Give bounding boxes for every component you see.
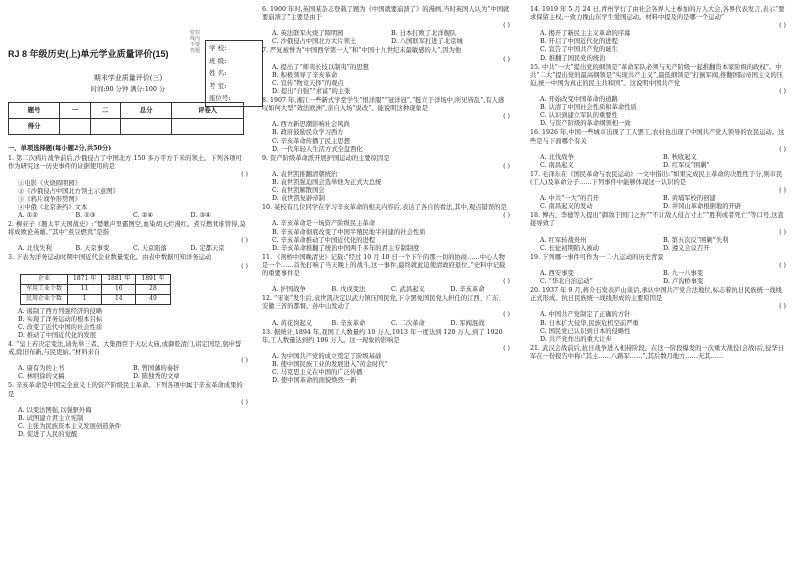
answer-option[interactable]: C. 主张为民族资本主义发展创造条件 [18, 422, 122, 430]
page-title: RJ 8 年级历史(上)单元学业质量评价(15) [8, 49, 169, 59]
option-row [540, 245, 786, 253]
table-cell: 28 [136, 284, 170, 294]
option-row [540, 237, 786, 245]
questions-col3 [530, 6, 786, 361]
answer-option[interactable]: D. 推翻了国民党的统治 [540, 54, 606, 62]
answer-option[interactable]: B. 实现了洋务运动的根本目标 [18, 315, 103, 323]
question-stem: 2. 柳亚子《题太平天国战史》:“楚歌声里霸图空,血染胡天烂漫红。煮豆燃萁谁管得,莫将成败论英雄。”其中“煮豆燃萁”是指 [8, 221, 246, 237]
answer-option[interactable]: B. ①③ [75, 211, 96, 219]
score-cell[interactable] [121, 119, 172, 135]
answer-option[interactable]: C. 宣告了中国共产党的诞生 [540, 46, 618, 54]
table-cell: 11 [68, 284, 102, 294]
question-stem: 15. 中共“一大”提出党的纲领是“革命军队必须与无产阶级一起推翻资本家阶级的政权”。中共“二大”提出党的最高纲领是“实现共产主义”,最低纲领是“打倒军阀,推翻国际帝国主义的压迫,统一中国为真正的民主共和国”。这说明中国共产党 [530, 63, 784, 87]
option-row [272, 38, 510, 46]
answer-bracket[interactable]: ( ) [503, 311, 510, 319]
answer-option[interactable]: B. 秋收起义 [663, 153, 697, 161]
answer-option[interactable]: B. 政府鼓励民众学习西方 [272, 129, 344, 137]
table-row [21, 284, 171, 294]
answer-option[interactable]: D. 红军反“围剿” [663, 161, 710, 169]
answer-bracket[interactable]: ( ) [503, 212, 510, 220]
question-20 [530, 287, 786, 344]
question-16 [530, 129, 786, 169]
answer-option[interactable]: B. 日本打败了北洋舰队 [391, 30, 457, 38]
answer-option[interactable]: B. 认清了中国社会性质和革命性质 [540, 104, 637, 112]
answer-option[interactable]: C. 辛亥革命传播了民主思想 [272, 137, 350, 145]
answer-option[interactable]: C. 马克思主义在中国的广泛传播 [272, 369, 363, 377]
answer-option[interactable]: B. 试图建立君主立宪制 [18, 414, 84, 422]
answer-option[interactable]: A. 提出了“师夷长技以制夷”的思想 [272, 63, 369, 71]
answer-bracket[interactable]: ( ) [241, 171, 248, 179]
answer-option[interactable]: A. 护国战争 [272, 286, 306, 294]
exam-subtitle: 期末学业质量评价(三) [93, 74, 163, 82]
score-label: 得分 [9, 119, 60, 135]
column-3 [530, 6, 786, 362]
answer-option[interactable]: B. 使中国民族工业的发展进入“黄金时代” [272, 361, 388, 369]
answer-option[interactable]: D. 促进了人民的觉醒 [18, 431, 78, 438]
answer-option[interactable]: C. 长征初期陷入被动 [540, 244, 599, 252]
question-21 [530, 345, 786, 361]
answer-option[interactable]: C. 辛亥革命推动了中国近代化的进程 [272, 236, 376, 244]
answer-option[interactable]: A. 以变法图强,以强驱外侮 [18, 406, 92, 414]
table-header-cell: 企业 [21, 274, 68, 284]
answer-option[interactable]: C. 宣传“物竞天择”的观点 [272, 79, 344, 87]
question-stem: 14. 1919 年 5 月 24 日,青州学行了由社会各界人士参加的万人大会,各界代表发言,表示“要求保留主权,一致力挽山东学生爱国运动。材料中提及的是哪一个运动” [530, 6, 785, 22]
exam-meta: 时间:90 分钟 满分:100 分 [90, 86, 166, 94]
question-12 [262, 295, 510, 327]
answer-option[interactable]: C. 南昌起义 [540, 161, 574, 169]
option-row [272, 286, 510, 294]
score-head: 评卷人 [172, 103, 244, 119]
questions-col1 [8, 155, 248, 439]
answer-option[interactable]: C. ②④ [133, 211, 153, 219]
info-class[interactable]: 班 级: [209, 56, 227, 65]
question-2 [8, 221, 248, 253]
answer-option[interactable]: A. 西安事变 [540, 270, 574, 277]
info-room[interactable]: 考 室: [209, 81, 227, 90]
answer-option[interactable]: C. 沙俄侵占中国北方大片领土 [272, 38, 357, 46]
seal-line-text: 密封线内不要答题 [190, 30, 201, 54]
answer-option[interactable]: C. “华北自治运动” [540, 278, 593, 286]
answer-bracket[interactable]: ( ) [503, 162, 510, 170]
question-stem: 6. 1900 年时,英国某杂志登载了题为《中国就要崩溃了》的漫画,当时英国人认为“中国就要崩溃了”主要是由于 [262, 6, 510, 22]
answer-option[interactable]: C. 国民党已认识到日本的侵略性 [540, 327, 631, 335]
info-seat[interactable]: 座位号: [209, 94, 231, 102]
answer-option[interactable]: B. 黄埔军校的创建 [663, 195, 716, 203]
answer-bracket[interactable]: ( ) [503, 55, 510, 63]
section-heading: 一、单项选择题(每小题2分,共50分) [8, 145, 112, 153]
answer-option[interactable]: A. 揭开了新民主主义革命的序幕 [540, 30, 631, 38]
question-7 [262, 47, 510, 96]
question-stem: 17. 毛泽东在《国民革命与农民运动》一文中指出:“如果完成民主革命的决胜性于分,则市民(工人)及革命分子……下列事件中能够体现这一认识的是 [530, 170, 783, 186]
question-17 [530, 171, 786, 211]
answer-option[interactable]: A. 康有为的上书 [18, 365, 65, 373]
questions-col2 [262, 6, 510, 385]
answer-option[interactable]: A. 为中国共产党的成立奠定了阶级基础 [272, 352, 382, 360]
answer-option[interactable]: B. 天京事变 [75, 245, 110, 253]
option-row [540, 203, 786, 211]
question-stem: 4. “皇上若决定变法,请先举三者。大集群臣于天坛太庙,或御乾清门,诏定国是,躬申誓戒,除旧布新,与民更始。”材料来自 [8, 340, 242, 357]
answer-option[interactable]: D. 一代年轻人生活方式全盘西化 [272, 145, 363, 153]
answer-option[interactable]: D. 军阀混战 [450, 319, 485, 327]
answer-option[interactable]: D. 推动了中国近代化的发展 [18, 331, 97, 339]
answer-option[interactable]: B. 戊戌变法 [331, 286, 366, 294]
option-row [540, 162, 786, 170]
question-stem: 10. 某校有几位同学在学习辛亥革命的相关内容后,表达了各自的看法,其中,观点错误的是 [262, 204, 507, 212]
answer-option[interactable]: D. 提出“自强”“求富”的主张 [272, 87, 351, 95]
answer-option[interactable]: D. 共产党作出的重大让步 [540, 335, 612, 343]
answer-bracket[interactable]: ( ) [241, 237, 248, 245]
answer-option[interactable]: ②《沙俄侵占中国北方领土示意图》 [18, 187, 119, 195]
answer-option[interactable]: A. 红军转战贵州 [540, 236, 587, 244]
question-stem: 13. 据统计,1894 年,我国工人数量约 10 万人,1913 年一度达到 120 万人,到了 1920 年,工人数量达到约 196 万人。这一现象的影响是 [262, 328, 503, 344]
score-table [8, 102, 244, 135]
question-8 [262, 97, 510, 154]
question-15 [530, 64, 786, 129]
answer-option[interactable]: B. 辛亥革命彻底改变了中国半殖民地半封建的社会性质 [272, 228, 426, 236]
answer-option[interactable]: B. 曾国藩的奏折 [133, 365, 180, 373]
option-row [540, 154, 786, 162]
answer-option[interactable]: B. 九一八事变 [663, 270, 704, 277]
answer-option[interactable]: D. 遵义会议召开 [663, 244, 710, 252]
answer-option[interactable]: B. 开启了中国近代化的进程 [540, 38, 618, 46]
table-header-cell: 1891 年 [136, 274, 170, 284]
answer-bracket[interactable]: ( ) [503, 344, 510, 352]
question-stem: 8. 1907 年,湘江一些新式学堂学生“恨洋服”“冠洋冠”,“挺立于洋场中,所见皆乱”,有人感叹如何大型“效法欧洲”,亲自入场“说改”。能说明这种现象是 [262, 97, 505, 113]
answer-option[interactable]: A. 英法联军火烧了圆明园 [272, 30, 344, 38]
score-cell[interactable] [172, 119, 244, 135]
table-cell: 民用企业个数 [21, 294, 68, 304]
score-head: 总分 [121, 103, 172, 119]
table-header-cell: 1881 年 [102, 274, 136, 284]
answer-bracket[interactable]: ( ) [503, 278, 510, 286]
question-5 [8, 382, 248, 439]
answer-option[interactable]: D. 八国联军打进了北京城 [391, 38, 463, 46]
answer-option[interactable]: A. 北伐战争 [540, 153, 574, 161]
answer-option[interactable]: A. 开始改变中国革命的道路 [540, 96, 618, 104]
question-stem: 21. 武汉会战前后,抗日战争进入相持阶段。在这一阶段爆发的一次重大战役(会战)后,侵华日军在一份报告中称:“其主……八路军……”,其后数月地方……无其…… [530, 344, 784, 360]
score-head: 一 [60, 103, 90, 119]
question-18 [530, 212, 786, 252]
answer-option[interactable]: C. 天京陷落 [133, 245, 167, 253]
option-row [540, 278, 786, 286]
question-stem: 11. 《剑桥中国晚清史》记载:“经过 10 月 10 日一个下午的那一切的协商……中心人物是一个……首先打响了当天晚上的战斗,这一事件,最终就此迫使清政府退位。”史料中记载的重要事件是 [262, 253, 506, 277]
question-stem: 5. 辛亥革命是中国完全意义上的资产阶级民主革命。下列各项中属于辛亥革命成果的是 [8, 382, 243, 398]
question-9 [262, 155, 510, 204]
question-19 [530, 254, 786, 286]
answer-option[interactable]: A. ①② [18, 211, 38, 219]
answer-option[interactable]: C. 认识到建立军队的重要性 [540, 112, 618, 120]
answer-bracket[interactable]: ( ) [241, 398, 248, 406]
answer-bracket[interactable]: ( ) [503, 22, 510, 30]
answer-bracket[interactable]: ( ) [779, 22, 786, 30]
question-1 [8, 155, 248, 220]
question-stem: 20. 1937 年 9 月,蒋介石发表庐山谈话,承认中国共产党合法地位,标志着抗日民族统一战线正式形成。抗日民族统一战线形成的主要原因是 [530, 287, 782, 303]
option-row [272, 320, 510, 328]
answer-option[interactable]: D. ③④ [190, 211, 211, 219]
answer-option[interactable]: D. 使中国革命的面貌焕然一新 [272, 377, 357, 385]
answer-option[interactable]: C. 改变了近代中国的社会性质 [18, 323, 103, 331]
column-1 [8, 6, 248, 440]
answer-option[interactable]: B. 积极领导了辛亥革命 [272, 71, 338, 79]
answer-option[interactable]: A. 辛亥革命是一场资产阶级民主革命 [272, 220, 376, 228]
score-head: 题号 [9, 103, 60, 119]
answer-option[interactable]: D. 袁世凯复辟帝制 [272, 195, 325, 203]
table-cell: 16 [102, 284, 136, 294]
answer-option[interactable]: ③《鸦片战争形势图》 [18, 195, 81, 203]
table-cell: 军用工业个数 [21, 284, 68, 294]
answer-bracket[interactable]: ( ) [241, 357, 248, 365]
answer-option[interactable]: C. 二次革命 [391, 319, 425, 327]
answer-option[interactable]: ①电影《火烧圆明园》 [18, 179, 81, 187]
question-14 [530, 6, 786, 63]
column-2 [262, 6, 510, 386]
question-3 [8, 254, 248, 340]
answer-option[interactable]: C. 南昌起义的发动 [540, 203, 593, 211]
option-row [18, 212, 248, 220]
answer-bracket[interactable]: ( ) [779, 261, 786, 269]
answer-option[interactable]: A. 袁世凯推翻清朝统治 [272, 170, 338, 178]
option-row [540, 270, 786, 278]
answer-option[interactable]: A. 北伐失利 [18, 245, 52, 253]
answer-option[interactable]: A. 遏制了西方列强经济的侵略 [18, 307, 103, 315]
answer-option[interactable]: D. 井冈山革命根据地的开辟 [663, 203, 742, 211]
score-head: 二 [90, 103, 120, 119]
answer-option[interactable]: C. 袁世凯解散国会 [272, 187, 325, 195]
answer-bracket[interactable]: ( ) [779, 145, 786, 153]
answer-option[interactable]: D. 定都天京 [190, 245, 225, 253]
answer-option[interactable]: B. 日本扩大侵华,民族危机空前严重 [540, 319, 639, 327]
table-cell: 14 [102, 294, 136, 304]
answer-option[interactable]: B. 第五次反“围剿”失利 [663, 236, 729, 244]
answer-bracket[interactable]: ( ) [779, 87, 786, 95]
question-stem: 9. 资产阶级革命派开展护国运动的主要原因是 [262, 154, 390, 162]
answer-option[interactable]: A. 中国共产党制定了正确的方针 [540, 311, 631, 319]
question-11 [262, 254, 510, 294]
question-stem: 3. 下表为洋务运动时期中国近代企业数量变化。由表中数据可知洋务运动 [8, 254, 212, 262]
question-10 [262, 204, 510, 253]
answer-option[interactable]: D. 与资产阶级的革命纲领相一致 [540, 120, 631, 128]
answer-bracket[interactable]: ( ) [779, 228, 786, 236]
answer-option[interactable]: C. 武昌起义 [391, 286, 425, 294]
answer-option[interactable]: D. 辛亥革命推翻了统治中国两千多年的君主专制制度 [272, 244, 420, 252]
answer-option[interactable]: B. 辛亥革命 [331, 319, 366, 327]
answer-option[interactable]: C. 林则徐的文稿 [18, 373, 65, 381]
option-row [18, 373, 248, 381]
score-cell[interactable] [90, 119, 120, 135]
question-13 [262, 329, 510, 386]
question-stem: 19. 下列哪一事件可作为一二·九运动的历史背景 [530, 253, 664, 261]
info-school[interactable]: 学 校: [209, 44, 227, 52]
answer-option[interactable]: B. 袁世凯强迫国会选举他为正式大总统 [272, 178, 382, 186]
question-stem: 1. 第二次鸦片战争前后,沙俄侵占了中国北方 150 多万平方千米的领土。下列各项可作为研究这一历史事件的证据使用的是 [8, 155, 242, 171]
table-cell: 49 [136, 294, 170, 304]
question-stem: 12. “宋案”发生后,袁世凯决定以武力镇压国民党,下令罢免国民党人担任的江西、广东、安徽三省的都督。孙中山发动了 [262, 295, 505, 311]
question-4 [8, 341, 248, 381]
answer-bracket[interactable]: ( ) [503, 113, 510, 121]
answer-option[interactable]: D. 卢沟桥事变 [663, 278, 704, 286]
info-name[interactable]: 姓 名: [209, 69, 227, 77]
answer-option[interactable]: D. 陈独秀的文章 [133, 373, 180, 381]
answer-bracket[interactable]: ( ) [241, 262, 248, 270]
question-stem: 7. 严复被誉为“中国西学第一人”和“中国十九世纪末最敏感的人”,因为他 [262, 47, 462, 55]
score-cell[interactable] [60, 119, 90, 135]
question-stem: 18. 博古、李德等人提出“御敌于国门之外”“不让敌人侵占寸土”“胜利或者死亡”等口号,这直接导致了 [530, 212, 784, 228]
answer-bracket[interactable]: ( ) [779, 303, 786, 311]
table-row [21, 294, 171, 304]
answer-option[interactable]: ④中俄《北京条约》文本 [18, 203, 88, 211]
question-6 [262, 6, 510, 46]
answer-option[interactable]: A. 西方新思潮影响社会风尚 [272, 121, 350, 129]
table-header-cell: 1871 年 [68, 274, 102, 284]
answer-option[interactable]: A. 黄花岗起义 [272, 319, 313, 327]
enterprise-table [20, 274, 171, 305]
answer-bracket[interactable]: ( ) [779, 187, 786, 195]
option-row [18, 245, 248, 253]
answer-option[interactable]: A. 中共“一大”的召开 [540, 195, 600, 203]
answer-option[interactable]: D. 辛亥革命 [450, 286, 485, 294]
table-cell: 1 [68, 294, 102, 304]
question-stem: 16. 1926 年,中国一些城市出现了工人罢工,农村也出现了中国共产党人领导的农民运动。这些是与下面哪个有关 [530, 129, 785, 145]
